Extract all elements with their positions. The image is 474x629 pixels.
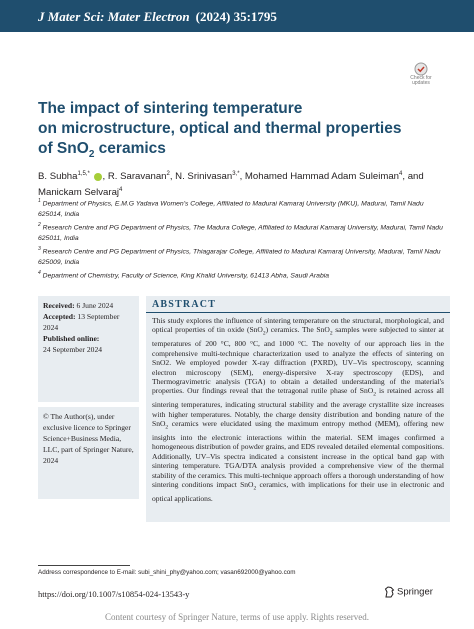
affiliation-text: Research Centre and PG Department of Physics, The Madura College, Affiliated to Madurai Kamaraj University, Madurai, Tamil Nadu 625011, India xyxy=(38,224,443,242)
abstract-subscript: 2 xyxy=(373,391,376,398)
affiliation-number: 3 xyxy=(38,246,41,253)
check-for-updates-badge[interactable] xyxy=(405,62,437,90)
updates-label-line1: Check for xyxy=(410,75,432,81)
affiliation-item xyxy=(38,220,446,244)
publisher-name: Springer xyxy=(397,586,433,598)
abstract-segment: is retained across all sintering temperatures, indicating structural stability and the average crystallite size increases with higher temperatures. Notably, the charge density distribution and bonding nature of the SnO xyxy=(152,386,444,429)
affiliation-number: 2 xyxy=(38,222,41,229)
published-label-row xyxy=(43,333,134,344)
affiliation-item xyxy=(38,196,446,220)
springer-logo[interactable] xyxy=(384,586,433,598)
author-and: , and xyxy=(402,171,424,183)
abstract-heading: ABSTRACT xyxy=(152,299,217,310)
citation: (2024) 35:1795 xyxy=(195,9,277,24)
affiliation-text: Department of Physics, E.M.G Yadava Women's College, Affiliated to Madurai Kamaraj University (MKU), Madurai, Tamil Nadu 625014, India xyxy=(38,200,424,218)
author-list xyxy=(38,168,438,199)
author-name[interactable]: , Mohamed Hammad Adam Suleiman xyxy=(239,171,400,183)
author-name[interactable]: , N. Srinivasan xyxy=(169,171,233,183)
correspondence-email[interactable]: Address correspondence to E-mail: subi_shini_phy@yahoo.com; vasan692000@yahoo.com xyxy=(38,569,296,576)
journal-header-bar xyxy=(0,0,474,32)
orcid-icon[interactable] xyxy=(94,173,102,181)
author-name[interactable]: B. Subha xyxy=(38,171,78,183)
abstract-segment: This study explores the influence of sintering temperature on the structural, morphological, and optical properties of tin oxide (SnO xyxy=(152,316,444,335)
author-superscript: 1,5,* xyxy=(77,171,90,177)
affiliations xyxy=(38,196,446,282)
affiliation-item xyxy=(38,268,446,282)
affiliation-number: 1 xyxy=(38,198,41,204)
doi-link[interactable]: https://doi.org/10.1007/s10854-024-13543-y xyxy=(38,589,190,599)
author-superscript: 2 xyxy=(166,171,170,177)
abstract-segment: ceramics were elucidated using the maximum entropy method (MEM), offering new insights into the electronic interactions within the material. SEM images confirmed a homogeneous distribution of powder grains, and EDS revealed detailed elemental compositions. Additionally, UV–Vis spectra indicated a consistent increase in the optical band gap with sintering temperature. TGA/DTA analysis provided a comprehensive view of the thermal stability of the ceramics. This multi-technique approach offers a thorough understanding of how sintering conditions impact SnO xyxy=(152,419,444,489)
author-name[interactable]: , R. Saravanan xyxy=(102,171,167,183)
article-title xyxy=(38,99,438,165)
footnote-divider xyxy=(38,565,130,566)
affiliation-item xyxy=(38,244,446,268)
updates-label-line2: updates xyxy=(412,80,430,86)
abstract-panel xyxy=(146,296,450,522)
title-line-3-suffix: ceramics xyxy=(94,140,166,157)
received-date xyxy=(43,300,134,311)
abstract-segment: samples were subjected to sinter at temperatures of 200 °C, 800 °C, and 1000 °C. The novelty of our approach lies in the comprehensive multi-technique characterization used to analyze the effects of sintering on SnO2. We employed powder X-ray diffraction (PXRD), UV–Vis spectroscopy, scanning electron microscopy (SEM), energy-dispersive X-ray spectroscopy (EDS), and Thermogravimetric analysis (TGA) to obtain a detailed understanding of the material's properties. Our findings reveal that the tetragonal rutile phase of SnO xyxy=(152,325,444,396)
title-line-1: The impact of sintering temperature xyxy=(38,100,303,117)
accepted-label: Accepted: xyxy=(43,312,76,321)
abstract-subscript: 2 xyxy=(262,330,266,337)
affiliation-number: 4 xyxy=(38,270,41,277)
abstract-subscript: 2 xyxy=(165,424,169,431)
affiliation-text: Department of Chemistry, Faculty of Science, King Khalid University, 61413 Abha, Saudi Arabia xyxy=(42,272,330,280)
accepted-value: 13 September 2024 xyxy=(43,312,120,332)
author-superscript: 3,* xyxy=(232,171,240,177)
received-value: 6 June 2024 xyxy=(76,301,114,310)
received-label: Received: xyxy=(43,301,75,310)
author-name[interactable]: Manickam Selvaraj xyxy=(38,186,120,198)
journal-name: J Mater Sci: Mater Electron xyxy=(38,9,190,24)
copyright-license: © The Author(s), under exclusive licence to Springer Science+Business Media, LLC, part of Springer Nature, 2024 xyxy=(38,407,139,499)
abstract-subscript: 2 xyxy=(329,330,333,337)
abstract-subscript: 2 xyxy=(253,485,257,492)
courtesy-notice: Content courtesy of Springer Nature, terms of use apply. Rights reserved. xyxy=(104,612,370,622)
abstract-divider xyxy=(146,312,450,313)
title-line-3 xyxy=(38,139,438,165)
accepted-date xyxy=(43,311,134,333)
check-for-updates-icon xyxy=(414,62,428,76)
article-dates xyxy=(38,296,139,402)
author-superscript: 4 xyxy=(119,186,123,193)
author-superscript: 4 xyxy=(399,171,403,177)
abstract-segment: ) ceramics. The SnO xyxy=(265,325,330,335)
journal-title xyxy=(38,9,277,25)
springer-horse-icon xyxy=(384,586,395,598)
title-line-2: on microstructure, optical and thermal properties xyxy=(38,120,402,137)
abstract-text xyxy=(152,316,444,503)
abstract-segment: ceramics, with implications for their use in electronic and optical applications. xyxy=(152,480,444,503)
published-date: 24 September 2024 xyxy=(43,345,103,354)
affiliation-text: Research Centre and PG Department of Physics, Thiagarajar College, Affiliated to Madurai Kamaraj University, Madurai, Tamil Nadu 625009, India xyxy=(38,248,441,266)
title-subscript: 2 xyxy=(88,149,95,161)
title-line-3-prefix: of SnO xyxy=(38,140,89,157)
published-label: Published online: xyxy=(43,334,100,343)
